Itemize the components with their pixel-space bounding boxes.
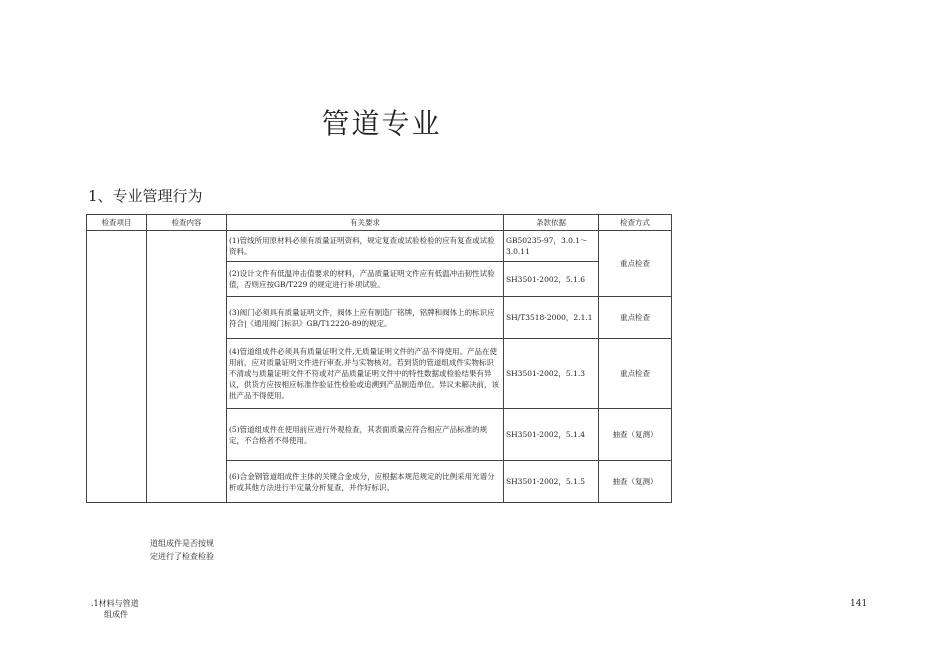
basis-cell: GB50235-97，3.0.1～3.0.11 [504, 231, 599, 262]
header-requirements: 有关要求 [227, 215, 504, 231]
table-header-row [87, 215, 672, 231]
footer-item-label-continued: 组成件 [104, 610, 128, 619]
requirement-cell: (3)阀门必须具有质量证明文件，阀体上应有制造厂铭牌，铭牌和阀体上的标识应符合|《通用阀门标识》GB/T12220-89的规定。 [227, 297, 504, 339]
method-cell: 重点检查 [599, 339, 672, 409]
basis-cell: SH3501-2002，5.1.6 [504, 262, 599, 297]
requirement-cell: (5)管道组成件在使用前应进行外观检查，其表面质量应符合相应产品标准的规定，不合格者不得使用。 [227, 409, 504, 461]
method-cell: 重点检查 [599, 231, 672, 297]
continuation-text [150, 537, 214, 563]
section-heading: 1、专业管理行为 [88, 187, 203, 205]
method-cell: 抽查（复测） [599, 461, 672, 503]
continuation-line: 道组成件是否按规 [150, 539, 214, 548]
continuation-line: 定进行了检查检验 [150, 552, 214, 561]
basis-cell: SH3501-2002，5.1.3 [504, 339, 599, 409]
inspection-content-cell [147, 231, 227, 503]
method-cell: 抽查（复测） [599, 409, 672, 461]
footer-item-label: .1材料与管道 [91, 599, 139, 608]
inspection-item-cell [87, 231, 147, 503]
basis-cell: SH3501-2002，5.1.4 [504, 409, 599, 461]
requirement-cell: (2)设计文件有低温冲击值要求的材料，产品质量证明文件应有低温冲击韧性试验值，否则应按GB/T229 的规定进行补项试验。 [227, 262, 504, 297]
table-row [87, 231, 672, 262]
page-number: 141 [850, 599, 868, 609]
requirement-cell: (4)管道组成件必须具有质量证明文件,无质量证明文件的产品不得使用。产品在使用前，应对质量证明文件进行审查,并与实物核对。若到货的管道组成件实物标识不清或与质量证明文件不符或对产品质量证明文件中的特性数据或检验结果有异议，供货方应按相应标准作验证性检验或追溯到产品制造单位。异议未解决前，该批产品不得使用。 [227, 339, 504, 409]
header-inspection-content: 检查内容 [147, 215, 227, 231]
method-cell: 重点检查 [599, 297, 672, 339]
header-inspection-item: 检查项目 [87, 215, 147, 231]
header-inspection-method: 检查方式 [599, 215, 672, 231]
page-title: 管道专业 [321, 107, 442, 140]
basis-cell: SH/T3518-2000，2.1.1 [504, 297, 599, 339]
requirement-cell: (1)管线所用原材料必须有质量证明资料，规定复查或试验检验的应有复查或试验资料。 [227, 231, 504, 262]
basis-cell: SH3501-2002，5.1.5 [504, 461, 599, 503]
header-clause-basis: 条款依据 [504, 215, 599, 231]
requirement-cell: (6)合金钢管道组成件主体的关键合金成分，应根据本规范规定的比例采用光谱分析或其他方法进行半定量分析复查，并作好标识。 [227, 461, 504, 503]
requirements-table [86, 214, 672, 503]
